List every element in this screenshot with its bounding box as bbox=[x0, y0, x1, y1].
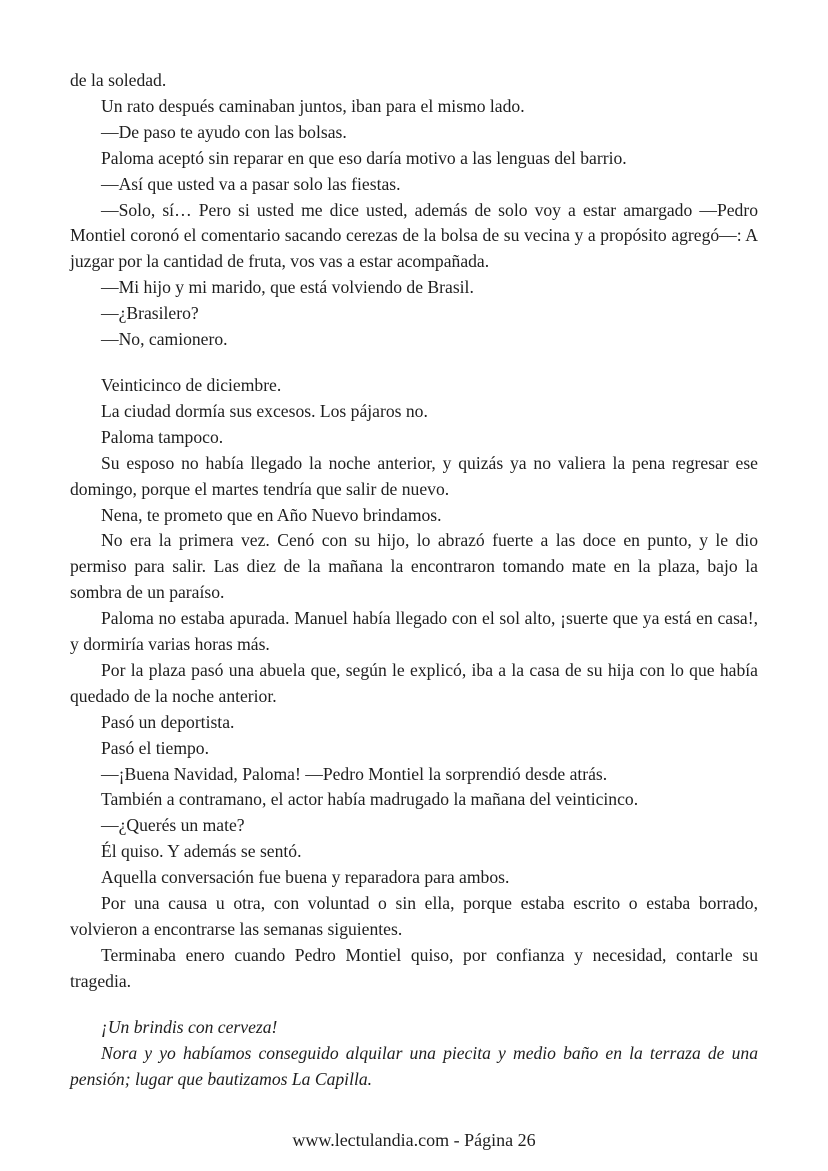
paragraph-9: —No, camionero. bbox=[101, 329, 228, 350]
paragraph-20: —¡Buena Navidad, Paloma! —Pedro Montiel la sorprendió desde atrás. bbox=[101, 763, 608, 784]
paragraph-3: —De paso te ayudo con las bolsas. bbox=[101, 121, 347, 142]
paragraph-10: Veinticinco de diciembre. bbox=[101, 374, 282, 395]
paragraph-1: de la soledad. bbox=[70, 70, 167, 90]
paragraph-8: —¿Brasilero? bbox=[101, 303, 199, 324]
document-body bbox=[70, 68, 758, 1092]
paragraph-7: —Mi hijo y mi marido, que está volviendo de Brasil. bbox=[101, 277, 474, 298]
paragraph-16: Paloma no estaba apurada. Manuel había llegado con el sol alto, ¡suerte que ya está en casa!, y dormiría varias horas más. bbox=[70, 608, 758, 655]
paragraph-11: La ciudad dormía sus excesos. Los pájaros no. bbox=[101, 400, 428, 421]
paragraph-28-italic: Nora y yo habíamos conseguido alquilar una piecita y medio baño en la terraza de una pensión; lugar que bautizamos La Capilla. bbox=[70, 1042, 758, 1089]
paragraph-6: —Solo, sí… Pero si usted me dice usted, además de solo voy a estar amargado —Pedro Montiel coronó el comentario sacando cerezas de la bolsa de su vecina y a propósito agregó—: A juzgar por la cantidad de fruta, vos vas a estar acompañada. bbox=[70, 199, 758, 272]
paragraph-24: Aquella conversación fue buena y reparadora para ambos. bbox=[101, 867, 510, 888]
section-break bbox=[70, 353, 758, 373]
paragraph-26: Terminaba enero cuando Pedro Montiel quiso, por confianza y necesidad, contarle su tragedia. bbox=[70, 944, 758, 991]
paragraph-23: Él quiso. Y además se sentó. bbox=[101, 841, 302, 862]
paragraph-5: —Así que usted va a pasar solo las fiestas. bbox=[101, 173, 401, 194]
paragraph-17: Por la plaza pasó una abuela que, según le explicó, iba a la casa de su hija con lo que había quedado de la noche anterior. bbox=[70, 659, 758, 706]
paragraph-2: Un rato después caminaban juntos, iban para el mismo lado. bbox=[101, 95, 525, 116]
paragraph-27-italic: ¡Un brindis con cerveza! bbox=[101, 1016, 278, 1037]
paragraph-18: Pasó un deportista. bbox=[101, 711, 235, 732]
paragraph-21: También a contramano, el actor había madrugado la mañana del veinticinco. bbox=[101, 789, 639, 810]
paragraph-22: —¿Querés un mate? bbox=[101, 815, 245, 836]
paragraph-19: Pasó el tiempo. bbox=[101, 737, 209, 758]
paragraph-25: Por una causa u otra, con voluntad o sin ella, porque estaba escrito o estaba borrado, volvieron a encontrarse las semanas siguientes. bbox=[70, 893, 758, 939]
paragraph-4: Paloma aceptó sin reparar en que eso daría motivo a las lenguas del barrio. bbox=[101, 147, 627, 168]
paragraph-15: No era la primera vez. Cenó con su hijo, lo abrazó fuerte a las doce en punto, y le dio permiso para salir. Las diez de la mañana la encontraron tomando mate en la plaza, bajo la sombra de un paraíso. bbox=[70, 530, 758, 603]
page-footer: www.lectulandia.com - Página 26 bbox=[292, 1130, 536, 1150]
paragraph-12: Paloma tampoco. bbox=[101, 426, 224, 447]
paragraph-14: Nena, te prometo que en Año Nuevo brindamos. bbox=[101, 504, 442, 525]
section-break bbox=[70, 995, 758, 1015]
paragraph-13: Su esposo no había llegado la noche anterior, y quizás ya no valiera la pena regresar ese domingo, porque el martes tendría que salir de nuevo. bbox=[70, 452, 758, 499]
